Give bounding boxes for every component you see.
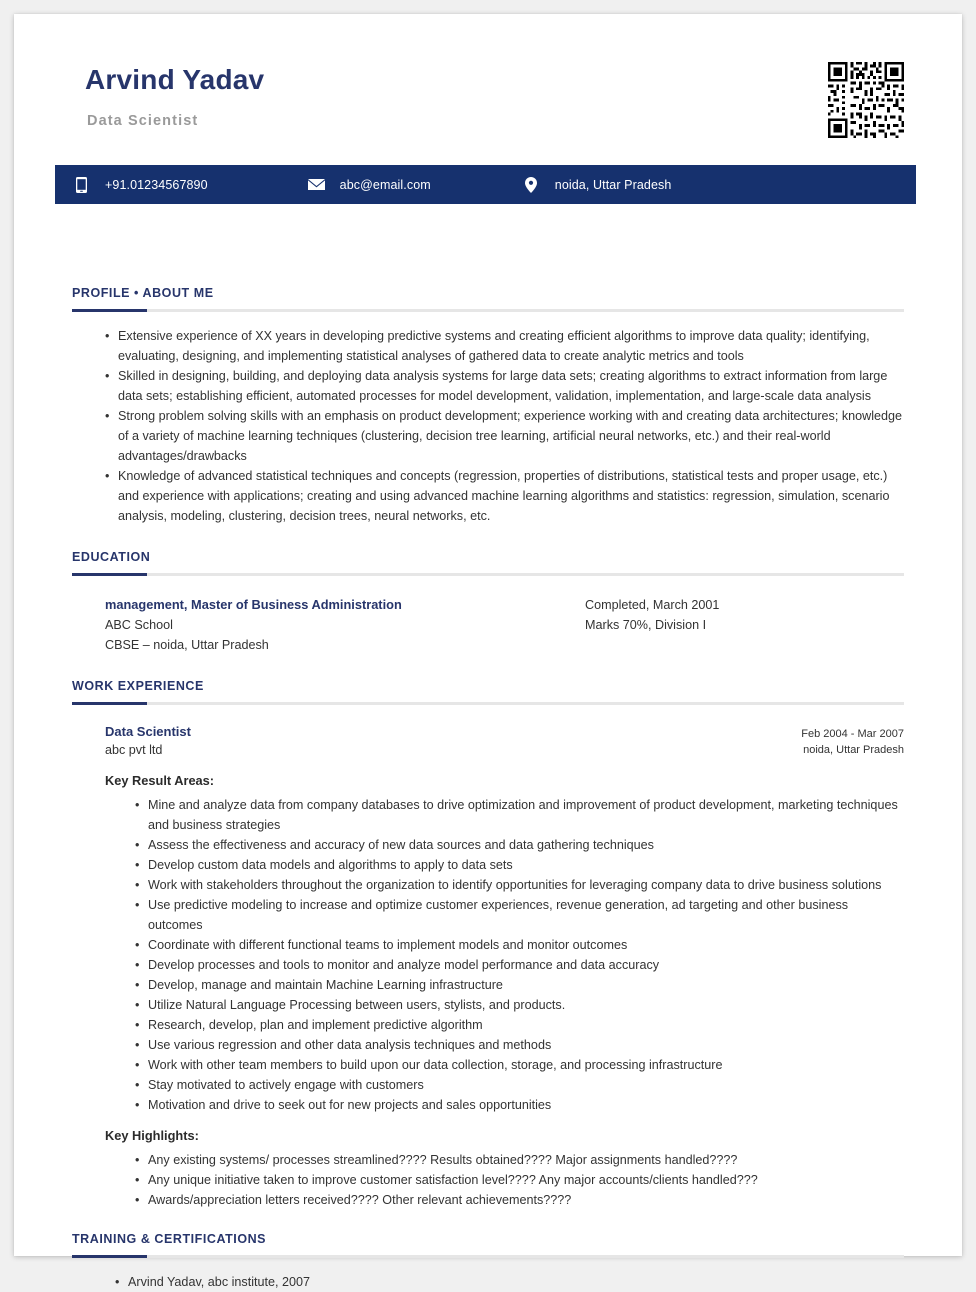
list-item: • Utilize Natural Language Processing between users, stylists, and products. bbox=[135, 995, 904, 1015]
list-item: • Skilled in designing, building, and deploying data analysis systems for large data sets; creating algorithms to extract information from large data sets; establishing efficient, automated processes for model development, validation, implementation, and large-scale data analysis bbox=[105, 366, 904, 406]
profile-bullet-list bbox=[72, 326, 904, 526]
location-pin-icon bbox=[523, 177, 540, 193]
list-item: • Develop, manage and maintain Machine Learning infrastructure bbox=[135, 975, 904, 995]
qr-code-icon bbox=[825, 59, 907, 141]
section-divider bbox=[72, 702, 904, 705]
list-item: • Assess the effectiveness and accuracy of new data sources and data gathering techniques bbox=[135, 835, 904, 855]
section-title-work-experience: WORK EXPERIENCE bbox=[72, 679, 204, 693]
section-profile bbox=[72, 286, 904, 526]
job-title: Data Scientist bbox=[105, 724, 191, 739]
section-divider bbox=[72, 573, 904, 576]
section-title-training: TRAINING & CERTIFICATIONS bbox=[72, 1232, 267, 1246]
list-item: • Awards/appreciation letters received???? Other relevant achievements???? bbox=[135, 1190, 904, 1210]
contact-email-value: abc@email.com bbox=[339, 177, 431, 192]
page-title: Arvind Yadav bbox=[85, 64, 265, 95]
education-completed: Completed, March 2001 bbox=[585, 598, 720, 612]
job-entry-left bbox=[105, 722, 191, 760]
section-title-profile: PROFILE • ABOUT ME bbox=[72, 286, 214, 300]
key-result-areas-list bbox=[72, 795, 904, 1115]
job-entry-header bbox=[72, 722, 904, 760]
list-item: • Motivation and drive to seek out for new projects and sales opportunities bbox=[135, 1095, 904, 1115]
list-item: • Research, develop, plan and implement predictive algorithm bbox=[135, 1015, 904, 1035]
list-item: • Arvind Yadav, abc institute, 2007 bbox=[115, 1272, 904, 1292]
job-dates: Feb 2004 - Mar 2007 bbox=[801, 728, 904, 740]
list-item: • Extensive experience of XX years in developing predictive systems and creating efficient algorithms to improve data quality; identifying, evaluating, designing, and implementing statistical analyses of gathered data to create analytic metrics and tools bbox=[105, 326, 904, 366]
list-item: • Any existing systems/ processes streamlined???? Results obtained???? Major assignments handled???? bbox=[135, 1150, 904, 1170]
job-subtitle: Data Scientist bbox=[87, 113, 199, 129]
list-item: • Mine and analyze data from company databases to drive optimization and improvement of product development, marketing techniques and business strategies bbox=[135, 795, 904, 835]
job-location: noida, Uttar Pradesh bbox=[803, 744, 904, 756]
contact-address[interactable] bbox=[431, 165, 672, 204]
education-board: CBSE – noida, Uttar Pradesh bbox=[105, 638, 269, 652]
envelope-icon bbox=[308, 178, 325, 191]
resume-page bbox=[14, 14, 962, 1289]
contact-email[interactable] bbox=[208, 165, 431, 204]
list-item: • Any unique initiative taken to improve customer satisfaction level???? Any major accounts/clients handled??? bbox=[135, 1170, 904, 1190]
education-entry-right bbox=[585, 595, 904, 655]
contact-bar bbox=[55, 165, 916, 204]
list-item: • Coordinate with different functional teams to implement models and monitor outcomes bbox=[135, 935, 904, 955]
section-divider bbox=[72, 309, 904, 312]
section-divider bbox=[72, 1255, 904, 1258]
section-title-education: EDUCATION bbox=[72, 550, 151, 564]
section-work-experience bbox=[72, 679, 904, 1210]
resume-body bbox=[14, 204, 962, 1289]
list-item: • Use predictive modeling to increase and optimize customer experiences, revenue generation, ad targeting and other business outcomes bbox=[135, 895, 904, 935]
section-education bbox=[72, 550, 904, 655]
contact-phone-value: +91.01234567890 bbox=[105, 177, 208, 192]
resume-header bbox=[14, 14, 962, 161]
education-entry-left bbox=[105, 595, 585, 655]
education-degree: management, Master of Business Administration bbox=[105, 597, 402, 612]
list-item: • Use various regression and other data analysis techniques and methods bbox=[135, 1035, 904, 1055]
list-item: • Develop processes and tools to monitor and analyze model performance and data accuracy bbox=[135, 955, 904, 975]
key-highlights-block bbox=[72, 1128, 904, 1210]
list-item: • Work with other team members to build upon our data collection, storage, and processing infrastructure bbox=[135, 1055, 904, 1075]
education-marks: Marks 70%, Division I bbox=[585, 618, 707, 632]
key-highlights-list bbox=[72, 1150, 904, 1210]
list-item: • Strong problem solving skills with an emphasis on product development; experience working with and creating data architectures; knowledge of a variety of machine learning techniques (clustering, decision tree learning, artificial neural networks, etc.) and their real-world advantages/drawbacks bbox=[105, 406, 904, 466]
list-item: • Work with stakeholders throughout the organization to identify opportunities for leveraging company data to drive business solutions bbox=[135, 875, 904, 895]
list-item: • Knowledge of advanced statistical techniques and concepts (regression, properties of distributions, statistical tests and proper usage, etc.) and experience with applications; creating and using advanced machine learning algorithms and statistics: regression, simulation, scenario analysis, modeling, clustering, decision trees, neural networks, etc. bbox=[105, 466, 904, 526]
contact-address-value: noida, Uttar Pradesh bbox=[554, 177, 672, 192]
key-highlights-heading: Key Highlights: bbox=[105, 1128, 199, 1143]
phone-icon bbox=[73, 177, 90, 193]
list-item: • Stay motivated to actively engage with customers bbox=[135, 1075, 904, 1095]
contact-phone[interactable] bbox=[55, 165, 208, 204]
job-company: abc pvt ltd bbox=[105, 743, 163, 757]
key-result-areas-heading: Key Result Areas: bbox=[105, 773, 215, 788]
job-entry-right bbox=[801, 722, 904, 758]
section-training-certifications bbox=[72, 1232, 904, 1292]
training-list bbox=[72, 1272, 904, 1292]
list-item: • Develop custom data models and algorithms to apply to data sets bbox=[135, 855, 904, 875]
education-entry bbox=[72, 595, 904, 655]
education-school: ABC School bbox=[105, 618, 173, 632]
